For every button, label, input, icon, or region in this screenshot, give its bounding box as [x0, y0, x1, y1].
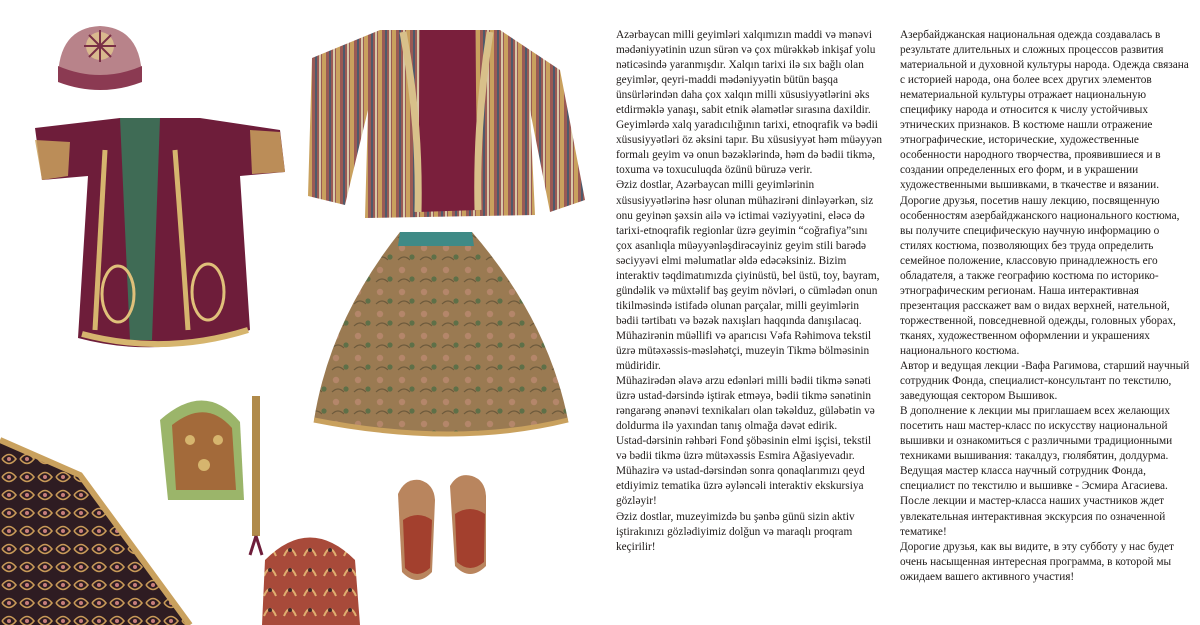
ru-author-paragraph: Автор и ведущая лекции -Вафа Рагимова, старший научный сотрудник Фонда, специалист-консультант по текстилю, заведующая сектором Вышивок.	[900, 360, 1190, 403]
embroidered-panel	[0, 440, 190, 625]
silk-skirt	[314, 232, 568, 434]
russian-text-column	[900, 28, 1190, 585]
ru-masterclass-leader-paragraph: Ведущая мастер класса научный сотрудник Фонда, специалист по текстилю и вышивке - Эсмира Агасиева.	[900, 465, 1168, 493]
embroidered-pouch-with-tassel	[160, 396, 262, 555]
ru-lecture-paragraph: Дорогие друзья, посетив нашу лекцию, посвященную особенностям азербайджанского национального костюма, вы получите специфическую научную информацию о стилях костюма, позволяющих без труда определить семейное положение, классовую принадлежность его обладателя, а также географию костюма по историко-этнографическим регионам. Наша интерактивная презентация расскажет вам о видах верхней, нательной, торжественной, повседневной одежды, головных уборах, тканях, художественном оформлении и украшениях национального костюма.	[900, 194, 1180, 357]
az-masterclass-paragraph: Mühazirədən əlavə arzu edənləri milli bədii tikmə sənəti üzrə ustad-dərsində iştirak etməyə, bədii tikmə sənətinin rəngarəng ənənəvi texnikaları olan təkəlduz, güləbətin və doldurma ilə yaxından tanış olmağa dəvət edirik.	[616, 375, 875, 433]
az-closing-paragraph: Əziz dostlar, muzeyimizdə bu şənbə günü sizin aktiv iştirakınızı gözlədiyimiz dolğun və maraqlı proqram keçirilir!	[616, 510, 855, 553]
azerbaijani-text-column	[616, 28, 884, 555]
ru-masterclass-paragraph: В дополнение к лекции мы приглашаем всех желающих посетить наш мастер-класс по искусству национальной вышивки и ознакомиться с различными традиционными техниками вышивания: такалдуз, гюлябятин, долдурма.	[900, 405, 1173, 463]
az-masterclass-leader-paragraph: Ustad-dərsinin rəhbəri Fond şöbəsinin elmi işçisi, tekstil və bədii tikmə üzrə mütəxəssis Esmira Ağasiyevadır.	[616, 435, 872, 463]
paisley-shawl	[262, 538, 360, 625]
az-lecture-paragraph: Əziz dostlar, Azərbaycan milli geyimlərinin xüsusiyyətlərinə həsr olunan mühazirəni dinləyərkən, siz onu geyinən şəxsin ailə və ictimai vəziyyətini, eləcə də tarixi-etnoqrafik regionlar üzrə geyimin “coğrafiya”sını çox asanlıqla müəyyənləşdirəcəyiniz geyim stili barədə səciyyəvi elmi məlumatlar əldə edəcəksiniz. Bizim interaktiv təqdimatımızda çiyinüstü, bel üstü, toy, bayram, gündəlik və müxtəlif baş geyim növləri, o cümlədən onun tikilməsində istifadə olunan parçalar, milli geyimlərin bədii tərtibatı və bəzək naxışları haqqında danışılacaq.	[616, 179, 880, 327]
embroidered-slippers	[398, 475, 486, 580]
ru-excursion-paragraph: После лекции и мастер-класса наших участников ждет увлекательная интерактивная экскурсия по означенной тематике!	[900, 495, 1166, 538]
ru-closing-paragraph: Дорогие друзья, как вы видите, в эту субботу у нас будет очень насыщенная интересная программа, в которой мы ожидаем вашего активного участия!	[900, 540, 1174, 583]
az-intro-paragraph: Azərbaycan milli geyimləri xalqımızın maddi və mənəvi mədəniyyətinin uzun sürən və çox mürəkkəb inkişaf yolu nəticəsində yaranmışdır. Xalqın tarixi ilə sıx bağlı olan geyimlər, qeyri-maddi mədəniyyətin bütün başqa ünsürlərindən daha çox xalqın milli xüsusiyyətlərini əks etdirməklə yanaşı, sabit etnik əlamətlər sırasına daxildir. Geyimlərdə xalq yaradıcılığının tarixi, etnoqrafik və bədii xüsusiyyətləri öz əksini tapır. Bu xüsusiyyət həm müəyyən formalı geyim və onun bəzəklərində, həm də bədii tikmə, toxuma və toxuculuqda özünü büruzə verir.	[616, 29, 883, 177]
embroidered-cap	[58, 26, 142, 90]
az-author-paragraph: Mühazirənin müəllifi və aparıcısı Vəfa Rəhimova tekstil üzrə mütəxəssis-məsləhətçi, muzeyin Tikmə bölməsinin müdiridir.	[616, 329, 872, 373]
striped-jacket	[308, 30, 585, 218]
az-excursion-paragraph: Mühazirə və ustad-dərsindən sonra qonaqlarımızı qeyd etdiyimiz tematika üzrə əyləncəli interaktiv ekskursiya gözləyir!	[616, 465, 865, 508]
ru-intro-paragraph: Азербайджанская национальная одежда создавалась в результате длительных и сложных процессов развития материальной и духовной культуры народа. Одежда связана с историей народа, она более всех других элементов нематериальной культуры отражает национальную специфику народа и относится к числу устойчивых этнических признаков. В костюме нашли отражение этнографические, исторические, художественные особенности народного творчества, проявившиеся и в создании определенных его форм, и в украшении художественными вышивками, в ткачестве и вязании.	[900, 29, 1189, 192]
velvet-embroidered-coat	[35, 118, 285, 347]
